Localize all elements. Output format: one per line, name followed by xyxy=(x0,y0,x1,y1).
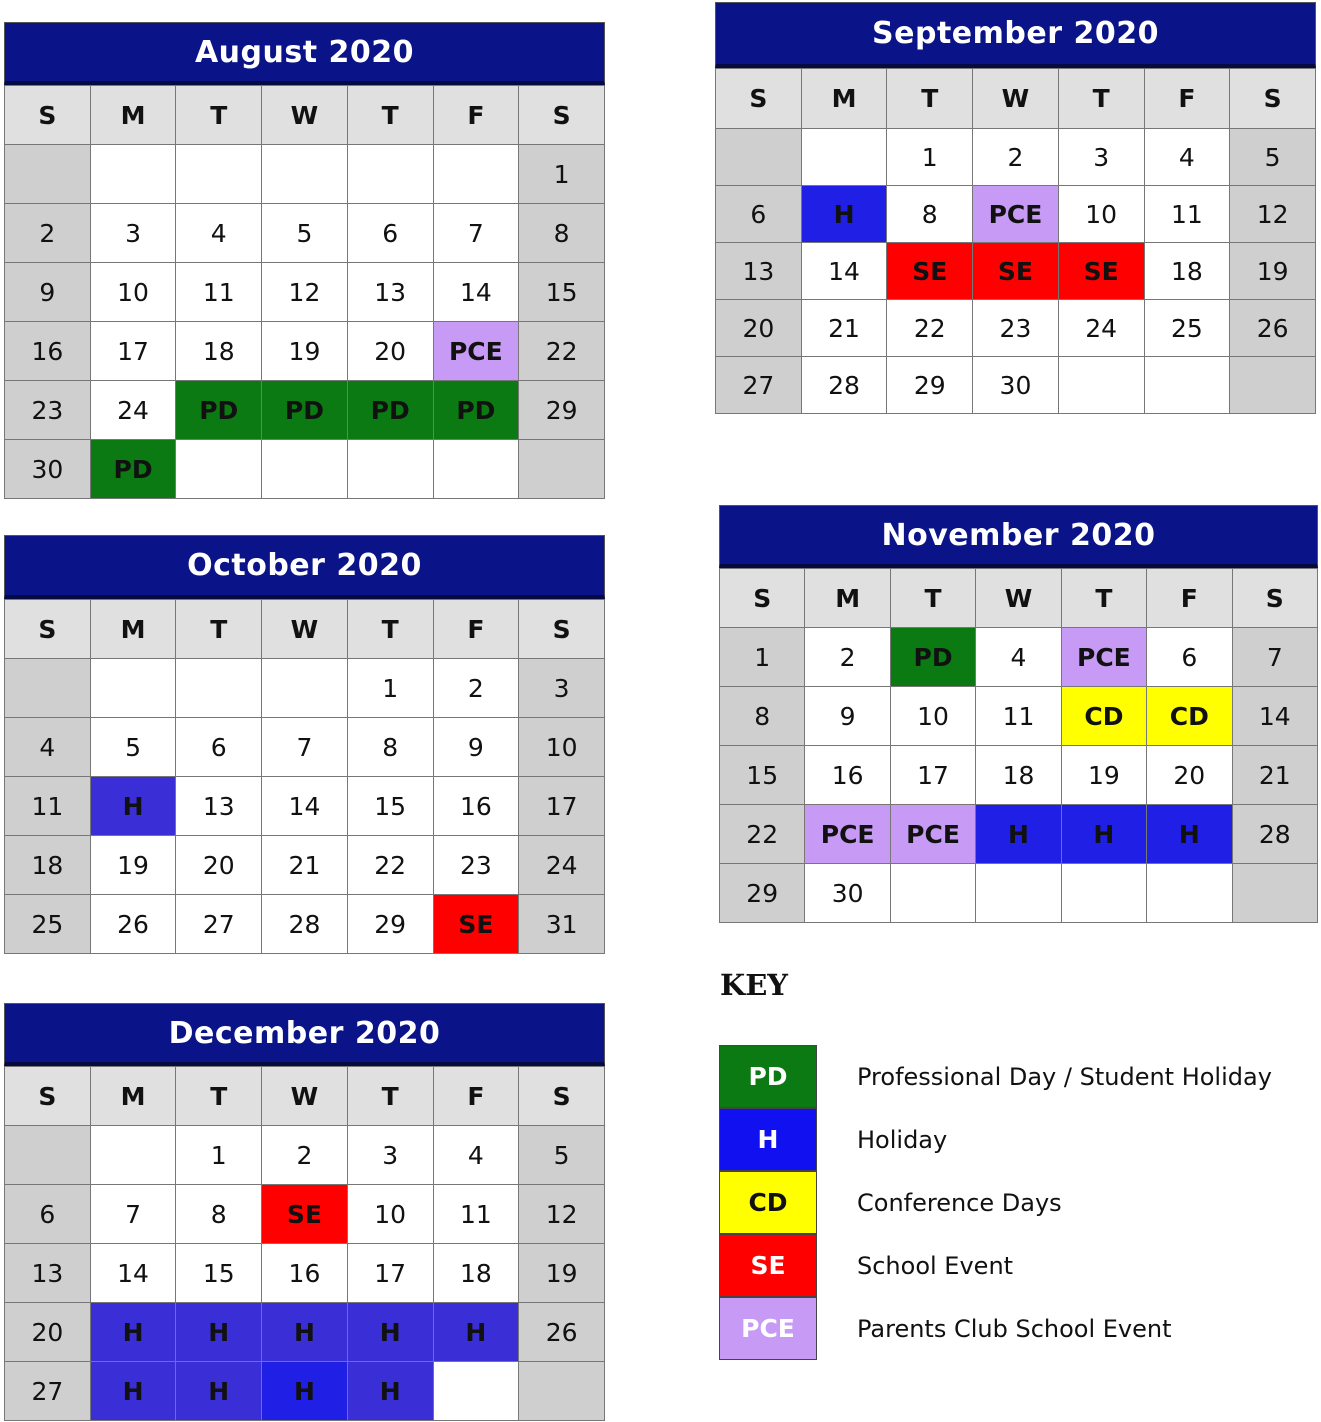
day-cell: 9 xyxy=(5,263,91,322)
empty-cell xyxy=(176,440,262,499)
day-cell: 8 xyxy=(176,1185,262,1244)
day-cell: 1 xyxy=(519,145,605,204)
event-day-pce: PCE xyxy=(1061,628,1146,687)
key-swatch-se: SE xyxy=(719,1234,817,1297)
weekday-header: F xyxy=(433,600,519,659)
weekday-header: S xyxy=(519,86,605,145)
event-day-h: H xyxy=(433,1303,519,1362)
weekday-header: F xyxy=(433,86,519,145)
empty-cell xyxy=(716,129,802,186)
day-cell: 26 xyxy=(90,895,176,954)
event-day-h: H xyxy=(176,1303,262,1362)
day-cell: 18 xyxy=(176,322,262,381)
empty-cell xyxy=(801,129,887,186)
week-row xyxy=(720,687,1318,746)
day-cell: 16 xyxy=(262,1244,348,1303)
empty-cell xyxy=(890,864,975,923)
weekday-header: T xyxy=(1058,69,1144,129)
weekday-header: T xyxy=(887,69,973,129)
day-cell: 26 xyxy=(519,1303,605,1362)
weekday-header: M xyxy=(805,569,890,628)
event-day-h: H xyxy=(347,1303,433,1362)
day-cell: 19 xyxy=(1230,243,1316,300)
empty-cell xyxy=(5,659,91,718)
day-cell: 11 xyxy=(433,1185,519,1244)
day-cell: 15 xyxy=(347,777,433,836)
day-cell: 1 xyxy=(176,1126,262,1185)
day-cell: 1 xyxy=(720,628,805,687)
day-cell: 7 xyxy=(262,718,348,777)
day-cell: 30 xyxy=(5,440,91,499)
weekday-header: T xyxy=(176,600,262,659)
weekday-header: T xyxy=(347,86,433,145)
week-row xyxy=(5,322,605,381)
event-day-pce: PCE xyxy=(805,805,890,864)
week-row xyxy=(716,357,1316,414)
week-row xyxy=(5,1303,605,1362)
week-row xyxy=(716,129,1316,186)
day-cell: 21 xyxy=(801,300,887,357)
week-row xyxy=(5,659,605,718)
day-cell: 4 xyxy=(976,628,1061,687)
day-cell: 6 xyxy=(176,718,262,777)
empty-cell xyxy=(347,145,433,204)
day-cell: 3 xyxy=(519,659,605,718)
event-day-se: SE xyxy=(433,895,519,954)
day-cell: 26 xyxy=(1230,300,1316,357)
week-row xyxy=(5,1126,605,1185)
event-day-se: SE xyxy=(1058,243,1144,300)
day-cell: 21 xyxy=(262,836,348,895)
day-cell: 13 xyxy=(5,1244,91,1303)
empty-cell xyxy=(1061,864,1146,923)
day-cell: 10 xyxy=(890,687,975,746)
weekday-header: T xyxy=(176,1067,262,1126)
day-cell: 2 xyxy=(262,1126,348,1185)
day-cell: 4 xyxy=(433,1126,519,1185)
day-cell: 11 xyxy=(5,777,91,836)
month-title: August 2020 xyxy=(4,22,605,85)
empty-cell xyxy=(1230,357,1316,414)
day-cell: 16 xyxy=(5,322,91,381)
day-cell: 6 xyxy=(5,1185,91,1244)
weekday-header: T xyxy=(347,1067,433,1126)
day-cell: 22 xyxy=(720,805,805,864)
event-day-cd: CD xyxy=(1147,687,1232,746)
weekday-header: S xyxy=(1230,69,1316,129)
day-cell: 29 xyxy=(887,357,973,414)
event-day-h: H xyxy=(262,1362,348,1421)
day-cell: 25 xyxy=(1144,300,1230,357)
empty-cell xyxy=(5,1126,91,1185)
day-cell: 13 xyxy=(176,777,262,836)
empty-cell xyxy=(519,440,605,499)
empty-cell xyxy=(1147,864,1232,923)
calendar-november xyxy=(719,505,1318,923)
day-cell: 17 xyxy=(347,1244,433,1303)
empty-cell xyxy=(262,440,348,499)
day-cell: 10 xyxy=(90,263,176,322)
empty-cell xyxy=(90,145,176,204)
day-cell: 17 xyxy=(519,777,605,836)
day-cell: 18 xyxy=(433,1244,519,1303)
day-cell: 16 xyxy=(805,746,890,805)
event-day-pce: PCE xyxy=(890,805,975,864)
day-cell: 24 xyxy=(1058,300,1144,357)
event-day-h: H xyxy=(90,777,176,836)
weekday-header: S xyxy=(5,86,91,145)
week-row xyxy=(5,145,605,204)
event-day-h: H xyxy=(90,1362,176,1421)
day-cell: 14 xyxy=(262,777,348,836)
day-cell: 14 xyxy=(433,263,519,322)
empty-cell xyxy=(433,145,519,204)
day-cell: 30 xyxy=(805,864,890,923)
day-cell: 24 xyxy=(519,836,605,895)
day-cell: 4 xyxy=(5,718,91,777)
weekday-header: F xyxy=(1147,569,1232,628)
calendar-october xyxy=(4,535,605,954)
month-grid xyxy=(719,568,1318,923)
week-row xyxy=(5,1244,605,1303)
day-cell: 13 xyxy=(716,243,802,300)
day-cell: 18 xyxy=(976,746,1061,805)
event-day-cd: CD xyxy=(1061,687,1146,746)
day-cell: 3 xyxy=(90,204,176,263)
day-cell: 11 xyxy=(176,263,262,322)
day-cell: 29 xyxy=(720,864,805,923)
month-grid xyxy=(4,599,605,954)
empty-cell xyxy=(262,659,348,718)
month-title: November 2020 xyxy=(719,505,1318,568)
empty-cell xyxy=(262,145,348,204)
day-cell: 20 xyxy=(716,300,802,357)
key-label-pd: Professional Day / Student Holiday xyxy=(857,1062,1272,1091)
day-cell: 15 xyxy=(519,263,605,322)
event-day-h: H xyxy=(347,1362,433,1421)
day-cell: 27 xyxy=(176,895,262,954)
week-row xyxy=(5,1362,605,1421)
day-cell: 30 xyxy=(973,357,1059,414)
day-cell: 9 xyxy=(805,687,890,746)
empty-cell xyxy=(176,145,262,204)
day-cell: 27 xyxy=(5,1362,91,1421)
weekday-header: S xyxy=(5,1067,91,1126)
day-cell: 1 xyxy=(887,129,973,186)
day-cell: 19 xyxy=(90,836,176,895)
day-cell: 20 xyxy=(176,836,262,895)
day-cell: 5 xyxy=(90,718,176,777)
day-cell: 11 xyxy=(976,687,1061,746)
weekday-header: S xyxy=(519,1067,605,1126)
day-cell: 24 xyxy=(90,381,176,440)
day-cell: 25 xyxy=(5,895,91,954)
day-cell: 29 xyxy=(519,381,605,440)
weekday-header: S xyxy=(1232,569,1317,628)
event-day-pd: PD xyxy=(176,381,262,440)
weekday-header: S xyxy=(5,600,91,659)
week-row xyxy=(5,381,605,440)
day-cell: 8 xyxy=(519,204,605,263)
day-cell: 14 xyxy=(1232,687,1317,746)
empty-cell xyxy=(347,440,433,499)
day-cell: 27 xyxy=(716,357,802,414)
week-row xyxy=(716,243,1316,300)
day-cell: 17 xyxy=(890,746,975,805)
weekday-header: T xyxy=(176,86,262,145)
event-day-pd: PD xyxy=(347,381,433,440)
day-cell: 10 xyxy=(347,1185,433,1244)
day-cell: 10 xyxy=(519,718,605,777)
day-cell: 2 xyxy=(973,129,1059,186)
day-cell: 7 xyxy=(1232,628,1317,687)
day-cell: 20 xyxy=(1147,746,1232,805)
day-cell: 18 xyxy=(1144,243,1230,300)
empty-cell xyxy=(1232,864,1317,923)
day-cell: 12 xyxy=(1230,186,1316,243)
day-cell: 22 xyxy=(519,322,605,381)
day-cell: 2 xyxy=(433,659,519,718)
week-row xyxy=(5,263,605,322)
day-cell: 19 xyxy=(1061,746,1146,805)
day-cell: 20 xyxy=(347,322,433,381)
weekday-header: W xyxy=(262,600,348,659)
day-cell: 22 xyxy=(887,300,973,357)
month-grid xyxy=(715,68,1316,414)
day-cell: 9 xyxy=(433,718,519,777)
key-label-pce: Parents Club School Event xyxy=(857,1314,1172,1343)
weekday-header: W xyxy=(976,569,1061,628)
week-row xyxy=(716,186,1316,243)
month-grid xyxy=(4,1066,605,1421)
day-cell: 15 xyxy=(720,746,805,805)
day-cell: 29 xyxy=(347,895,433,954)
day-cell: 10 xyxy=(1058,186,1144,243)
key-swatch-pd: PD xyxy=(719,1045,817,1108)
weekday-header: M xyxy=(90,600,176,659)
day-cell: 5 xyxy=(1230,129,1316,186)
weekday-header: T xyxy=(1061,569,1146,628)
month-title: September 2020 xyxy=(715,2,1316,68)
week-row xyxy=(716,300,1316,357)
day-cell: 14 xyxy=(801,243,887,300)
day-cell: 11 xyxy=(1144,186,1230,243)
weekday-header: W xyxy=(973,69,1059,129)
day-cell: 14 xyxy=(90,1244,176,1303)
week-row xyxy=(5,440,605,499)
week-row xyxy=(5,1185,605,1244)
day-cell: 4 xyxy=(176,204,262,263)
week-row xyxy=(5,777,605,836)
day-cell: 2 xyxy=(805,628,890,687)
day-cell: 18 xyxy=(5,836,91,895)
day-cell: 31 xyxy=(519,895,605,954)
week-row xyxy=(5,895,605,954)
empty-cell xyxy=(176,659,262,718)
day-cell: 16 xyxy=(433,777,519,836)
event-day-se: SE xyxy=(887,243,973,300)
day-cell: 28 xyxy=(1232,805,1317,864)
day-cell: 3 xyxy=(347,1126,433,1185)
day-cell: 4 xyxy=(1144,129,1230,186)
day-cell: 23 xyxy=(973,300,1059,357)
key-label-h: Holiday xyxy=(857,1125,948,1154)
weekday-header: T xyxy=(890,569,975,628)
day-cell: 8 xyxy=(347,718,433,777)
month-grid xyxy=(4,85,605,499)
key-swatch-pce: PCE xyxy=(719,1297,817,1360)
day-cell: 3 xyxy=(1058,129,1144,186)
event-day-h: H xyxy=(976,805,1061,864)
day-cell: 19 xyxy=(519,1244,605,1303)
event-day-h: H xyxy=(1147,805,1232,864)
weekday-header: M xyxy=(90,1067,176,1126)
day-cell: 21 xyxy=(1232,746,1317,805)
empty-cell xyxy=(519,1362,605,1421)
empty-cell xyxy=(1058,357,1144,414)
week-row xyxy=(720,864,1318,923)
calendar-august xyxy=(4,22,605,499)
key-label-cd: Conference Days xyxy=(857,1188,1062,1217)
empty-cell xyxy=(90,659,176,718)
event-day-h: H xyxy=(1061,805,1146,864)
empty-cell xyxy=(433,1362,519,1421)
weekday-header: W xyxy=(262,1067,348,1126)
day-cell: 5 xyxy=(262,204,348,263)
weekday-header: S xyxy=(716,69,802,129)
event-day-h: H xyxy=(801,186,887,243)
weekday-header: S xyxy=(720,569,805,628)
event-day-se: SE xyxy=(262,1185,348,1244)
day-cell: 6 xyxy=(1147,628,1232,687)
week-row xyxy=(5,204,605,263)
week-row xyxy=(720,805,1318,864)
weekday-header: F xyxy=(433,1067,519,1126)
week-row xyxy=(5,836,605,895)
empty-cell xyxy=(976,864,1061,923)
key-swatch-cd: CD xyxy=(719,1171,817,1234)
day-cell: 12 xyxy=(262,263,348,322)
day-cell: 28 xyxy=(262,895,348,954)
week-row xyxy=(720,746,1318,805)
weekday-header: M xyxy=(801,69,887,129)
weekday-header: W xyxy=(262,86,348,145)
event-day-pd: PD xyxy=(90,440,176,499)
day-cell: 2 xyxy=(5,204,91,263)
event-day-h: H xyxy=(90,1303,176,1362)
key-label-se: School Event xyxy=(857,1251,1014,1280)
day-cell: 6 xyxy=(347,204,433,263)
day-cell: 22 xyxy=(347,836,433,895)
weekday-header: T xyxy=(347,600,433,659)
event-day-pd: PD xyxy=(890,628,975,687)
day-cell: 23 xyxy=(433,836,519,895)
day-cell: 5 xyxy=(519,1126,605,1185)
weekday-header: M xyxy=(90,86,176,145)
day-cell: 19 xyxy=(262,322,348,381)
key-swatch-h: H xyxy=(719,1108,817,1171)
day-cell: 6 xyxy=(716,186,802,243)
week-row xyxy=(5,718,605,777)
empty-cell xyxy=(5,145,91,204)
day-cell: 17 xyxy=(90,322,176,381)
empty-cell xyxy=(433,440,519,499)
week-row xyxy=(720,628,1318,687)
calendar-december xyxy=(4,1003,605,1421)
event-day-se: SE xyxy=(973,243,1059,300)
day-cell: 7 xyxy=(90,1185,176,1244)
empty-cell xyxy=(1144,357,1230,414)
day-cell: 1 xyxy=(347,659,433,718)
event-day-h: H xyxy=(176,1362,262,1421)
day-cell: 23 xyxy=(5,381,91,440)
day-cell: 12 xyxy=(519,1185,605,1244)
event-day-pce: PCE xyxy=(433,322,519,381)
empty-cell xyxy=(90,1126,176,1185)
weekday-header: F xyxy=(1144,69,1230,129)
day-cell: 13 xyxy=(347,263,433,322)
month-title: October 2020 xyxy=(4,535,605,599)
day-cell: 8 xyxy=(720,687,805,746)
event-day-pce: PCE xyxy=(973,186,1059,243)
weekday-header: S xyxy=(519,600,605,659)
day-cell: 7 xyxy=(433,204,519,263)
event-day-h: H xyxy=(262,1303,348,1362)
day-cell: 20 xyxy=(5,1303,91,1362)
day-cell: 28 xyxy=(801,357,887,414)
day-cell: 15 xyxy=(176,1244,262,1303)
key-title: KEY xyxy=(720,968,789,1002)
event-day-pd: PD xyxy=(433,381,519,440)
event-day-pd: PD xyxy=(262,381,348,440)
calendar-september xyxy=(715,2,1316,414)
month-title: December 2020 xyxy=(4,1003,605,1066)
day-cell: 8 xyxy=(887,186,973,243)
